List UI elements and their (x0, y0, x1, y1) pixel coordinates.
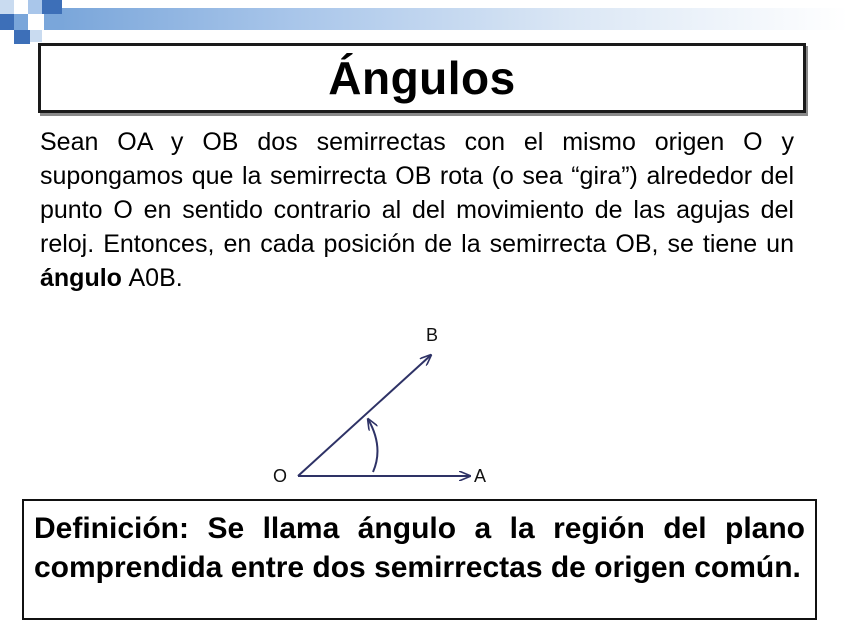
label-b: B (426, 325, 439, 345)
paragraph-text: Sean OA y OB dos semirrectas con el mismo origen O y supongamos que la semirrecta OB rota (o sea “gira”) alrededor del punto O en sentido contrario al del movimiento de las agujas del reloj. Entonces, en cada posición de la semirrecta OB, se tiene un (40, 128, 794, 258)
paragraph-ending: A0B. (121, 264, 183, 292)
label-origin: O (273, 466, 288, 486)
rotation-arc-arrow (368, 419, 377, 472)
paragraph-bold-term: ángulo (40, 264, 122, 292)
definition-box (22, 499, 817, 620)
body-paragraph (40, 125, 794, 295)
page-title: Ángulos (328, 52, 516, 104)
angle-diagram (240, 315, 540, 495)
label-a: A (474, 466, 487, 486)
title-box (38, 43, 806, 113)
ray-ob (298, 355, 431, 476)
banner-gradient (60, 8, 848, 30)
definition-text: Definición: Se llama ángulo a la región del plano comprendida entre dos semirrectas de origen común. (34, 512, 805, 584)
header-banner (0, 0, 848, 40)
